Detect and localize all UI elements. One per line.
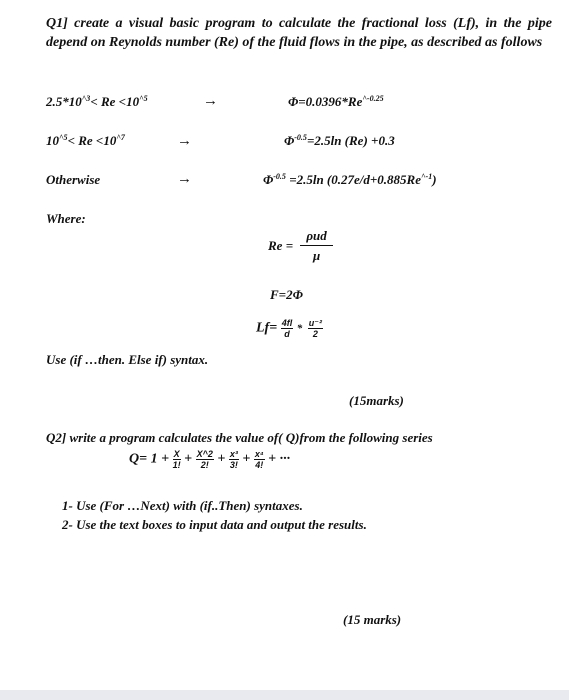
where-label: Where:	[46, 211, 86, 226]
q2-intro: Q2] write a program calculates the value of( Q)from the following series	[46, 430, 433, 445]
list-item: 2- Use the text boxes to input data and output the results.	[62, 517, 367, 532]
page-bottom-strip	[0, 690, 569, 700]
condition-2: $10^{\^{}5}< Re <10^{\^{}7}$	[46, 133, 125, 148]
arrow-icon: →	[177, 133, 192, 149]
q1-marks: (15marks)	[349, 393, 404, 408]
list-item: 1- Use (For …Next) with (if..Then) syntaxes.	[62, 498, 303, 513]
arrow-icon: →	[203, 93, 218, 109]
formula-1: $\Phi=0.0396*Re^{\^{}-0.25}$	[288, 94, 384, 109]
formula-2: $\Phi^{-0.5}=2.5\ln$ (Re) +0.3	[284, 133, 395, 148]
q2-instructions	[62, 496, 367, 534]
q1-syntax-note: Use (if …then. Else if) syntax.	[46, 352, 209, 367]
f-formula: F=2Φ	[270, 287, 303, 302]
arrow-icon: →	[177, 171, 192, 187]
formula-3: $\Phi^{-0.5} =2.5\ln$ $(0.27e/d+0.885Re^{\^{}-1})$	[263, 172, 437, 187]
q1-intro: Q1] create a visual basic program to calculate the fractional loss (Lf), in the pipe depend on Reynolds number (Re) of the fluid flows in the pipe, as described as follows	[46, 16, 552, 50]
q-series: Q= 1 + $\frac{X}{1!}$ + $\frac{X\^{}2}{2!}$ + $\frac{\text{x³}}{3!}$ + $\frac{\text{x⁴}}{4!}$ + ···	[129, 449, 291, 470]
condition-1: $2.5*10^{\^{}3}< Re <10^{\^{}5}$	[46, 94, 148, 109]
q2-marks: (15 marks)	[343, 612, 402, 627]
re-formula: Re = $\frac{\text{ρud}}{\mu}$	[268, 228, 333, 264]
condition-3: Otherwise	[46, 172, 101, 187]
lf-formula: Lf= $\frac{4fl}{d}$ * $\frac{\text{u⁻²}}{2}$	[256, 318, 322, 339]
